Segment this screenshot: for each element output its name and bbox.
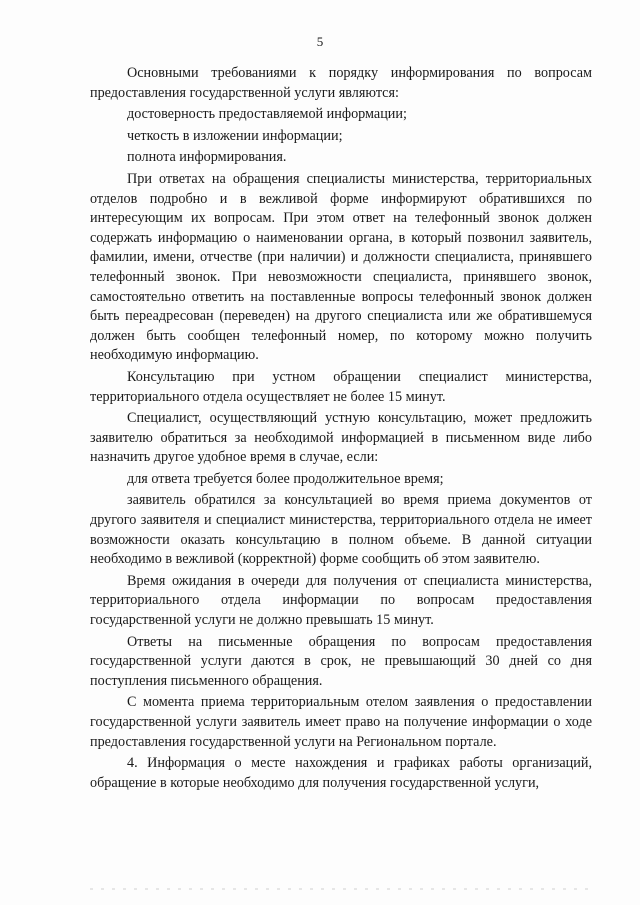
paragraph-busy-specialist: заявитель обратился за консультацией во время приема документов от другого заявителя и специалист министерства, территориального отдела не имеет возможности оказать консультацию в полном объеме. В данной ситуации необходимо в вежливой (корректной) форме сообщить об этом заявителю.	[90, 492, 592, 568]
paragraph-requirements-intro: Основными требованиями к порядку информирования по вопросам предоставления государственной услуги являются:	[90, 65, 592, 101]
document-body	[90, 64, 592, 793]
list-item-clarity: четкость в изложении информации;	[127, 127, 343, 144]
list-item-completeness: полнота информирования.	[127, 149, 287, 166]
paragraph-phone-answers: При ответах на обращения специалисты министерства, территориальных отделов подробно и в вежливой форме информируют обратившихся по интересующим их вопросам. При этом ответ на телефонный звонок должен содержать информацию о наименовании органа, в который позвонил заявитель, фамилии, имени, отчестве (при наличии) и должности специалиста, принявшего телефонный звонок. При невозможности специалиста, принявшего звонок, самостоятельно ответить на поставленные вопросы телефонный звонок должен быть переадресован (переведен) на другого специалиста или же обратившемуся должен быть сообщен телефонный номер, по которому можно получить необходимую информацию.	[90, 170, 592, 364]
paragraph-waiting-time: Время ожидания в очереди для получения от специалиста министерства, территориального отдела информации по вопросам предоставления государственной услуги не должно превышать 15 минут.	[90, 572, 592, 629]
scan-artifact-line	[90, 888, 590, 890]
page-number: 5	[316, 34, 324, 49]
list-item-longer-time: для ответа требуется более продолжительное время;	[127, 470, 444, 487]
paragraph-section-4: 4. Информация о месте нахождения и графиках работы организаций, обращение в которые необходимо для получения государственной услуги,	[90, 755, 592, 791]
paragraph-progress-info: С момента приема территориальным отелом заявления о предоставлении государственной услуги заявитель имеет право на получение информации о ходе предоставления государственной услуги на Региональном портале.	[90, 694, 592, 750]
list-item-reliability: достоверность предоставляемой информации;	[127, 106, 407, 123]
paragraph-oral-consultation: Консультацию при устном обращении специалист министерства, территориального отдела осуществляет не более 15 минут.	[90, 368, 592, 405]
paragraph-written-replies: Ответы на письменные обращения по вопросам предоставления государственной услуги даются в срок, не превышающий 30 дней со дня поступления письменного обращения.	[90, 633, 592, 689]
paragraph-written-alternative: Специалист, осуществляющий устную консультацию, может предложить заявителю обратиться за необходимой информацией в письменном виде либо назначить другое удобное время в случае, если:	[90, 410, 592, 466]
